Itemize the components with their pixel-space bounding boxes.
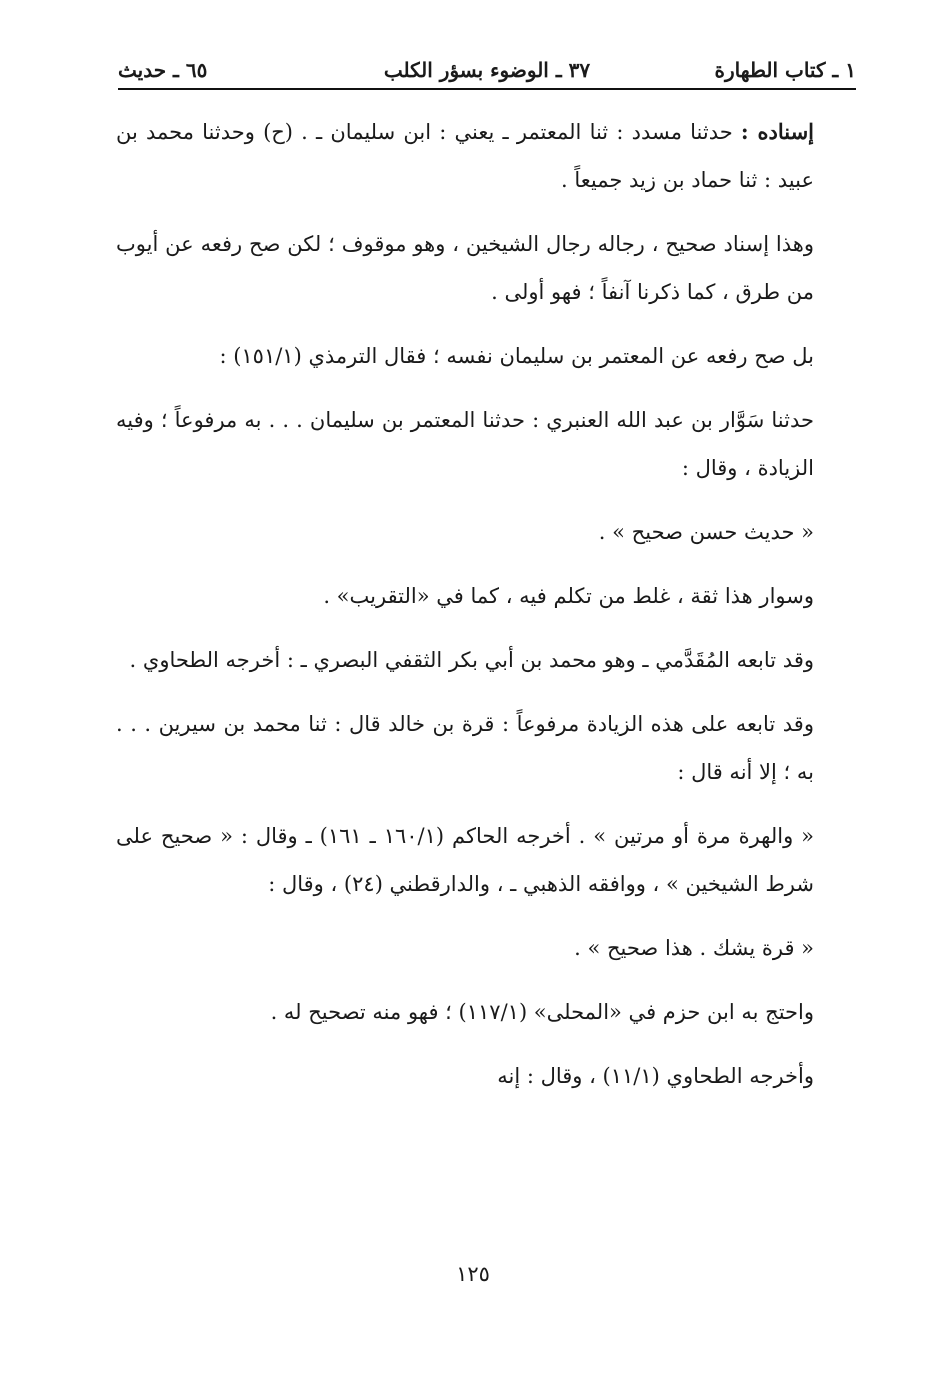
paragraph: وهذا إسناد صحيح ، رجاله رجال الشيخين ، وهو موقوف ؛ لكن صح رفعه عن أيوب من طرق ، كما ذكرنا آنفاً ؛ فهو أولى . xyxy=(116,232,814,304)
isnad-label: إسناده : xyxy=(740,119,814,144)
main-text xyxy=(116,108,856,1116)
header-divider xyxy=(118,88,856,90)
page-number: ١٢٥ xyxy=(456,1262,490,1286)
paragraph-isnad xyxy=(116,108,856,204)
paragraph: حدثنا سَوَّار بن عبد الله العنبري : حدثنا المعتمر بن سليمان . . . به مرفوعاً ؛ وفيه الزيادة ، وقال : xyxy=(116,408,814,480)
paragraph-quote: « حديث حسن صحيح » . xyxy=(598,520,814,544)
paragraph: واحتج به ابن حزم في «المحلى» (١١٧/١) ؛ فهو منه تصحيح له . xyxy=(270,1000,814,1024)
paragraph: وقد تابعه المُقَدَّمي ـ وهو محمد بن أبي بكر الثقفي البصري ـ : أخرجه الطحاوي . xyxy=(129,648,814,672)
paragraph: وأخرجه الطحاوي (١١/١) ، وقال : إنه xyxy=(497,1064,814,1088)
header-section: ٣٧ ـ الوضوء بسؤر الكلب xyxy=(383,58,591,82)
paragraph: « والهرة مرة أو مرتين » . أخرجه الحاكم (١٦٠/١ ـ ١٦١) ـ وقال : « صحيح على شرط الشيخين » ، ووافقه الذهبي ـ ، والدارقطني (٢٤) ، وقال : xyxy=(116,824,815,896)
paragraph: وسوار هذا ثقة ، غلط من تكلم فيه ، كما في «التقريب» . xyxy=(323,584,814,608)
running-header xyxy=(118,52,856,90)
paragraph: وقد تابعه على هذه الزيادة مرفوعاً : قرة بن خالد قال : ثنا محمد بن سيرين . . . به ؛ إلا أنه قال : xyxy=(116,712,814,784)
header-hadith-number: ٦٥ ـ حديث xyxy=(118,58,208,82)
header-chapter: ١ ـ كتاب الطهارة xyxy=(714,58,856,82)
paragraph-text: حدثنا مسدد : ثنا المعتمر ـ يعني : ابن سليمان ـ . (ح) وحدثنا محمد بن عبيد : ثنا حماد بن زيد جميعاً . xyxy=(116,120,814,192)
paragraph-quote: « قرة يشك . هذا صحيح » . xyxy=(574,936,814,960)
paragraph: بل صح رفعه عن المعتمر بن سليمان نفسه ؛ فقال الترمذي (١٥١/١) : xyxy=(219,344,814,368)
